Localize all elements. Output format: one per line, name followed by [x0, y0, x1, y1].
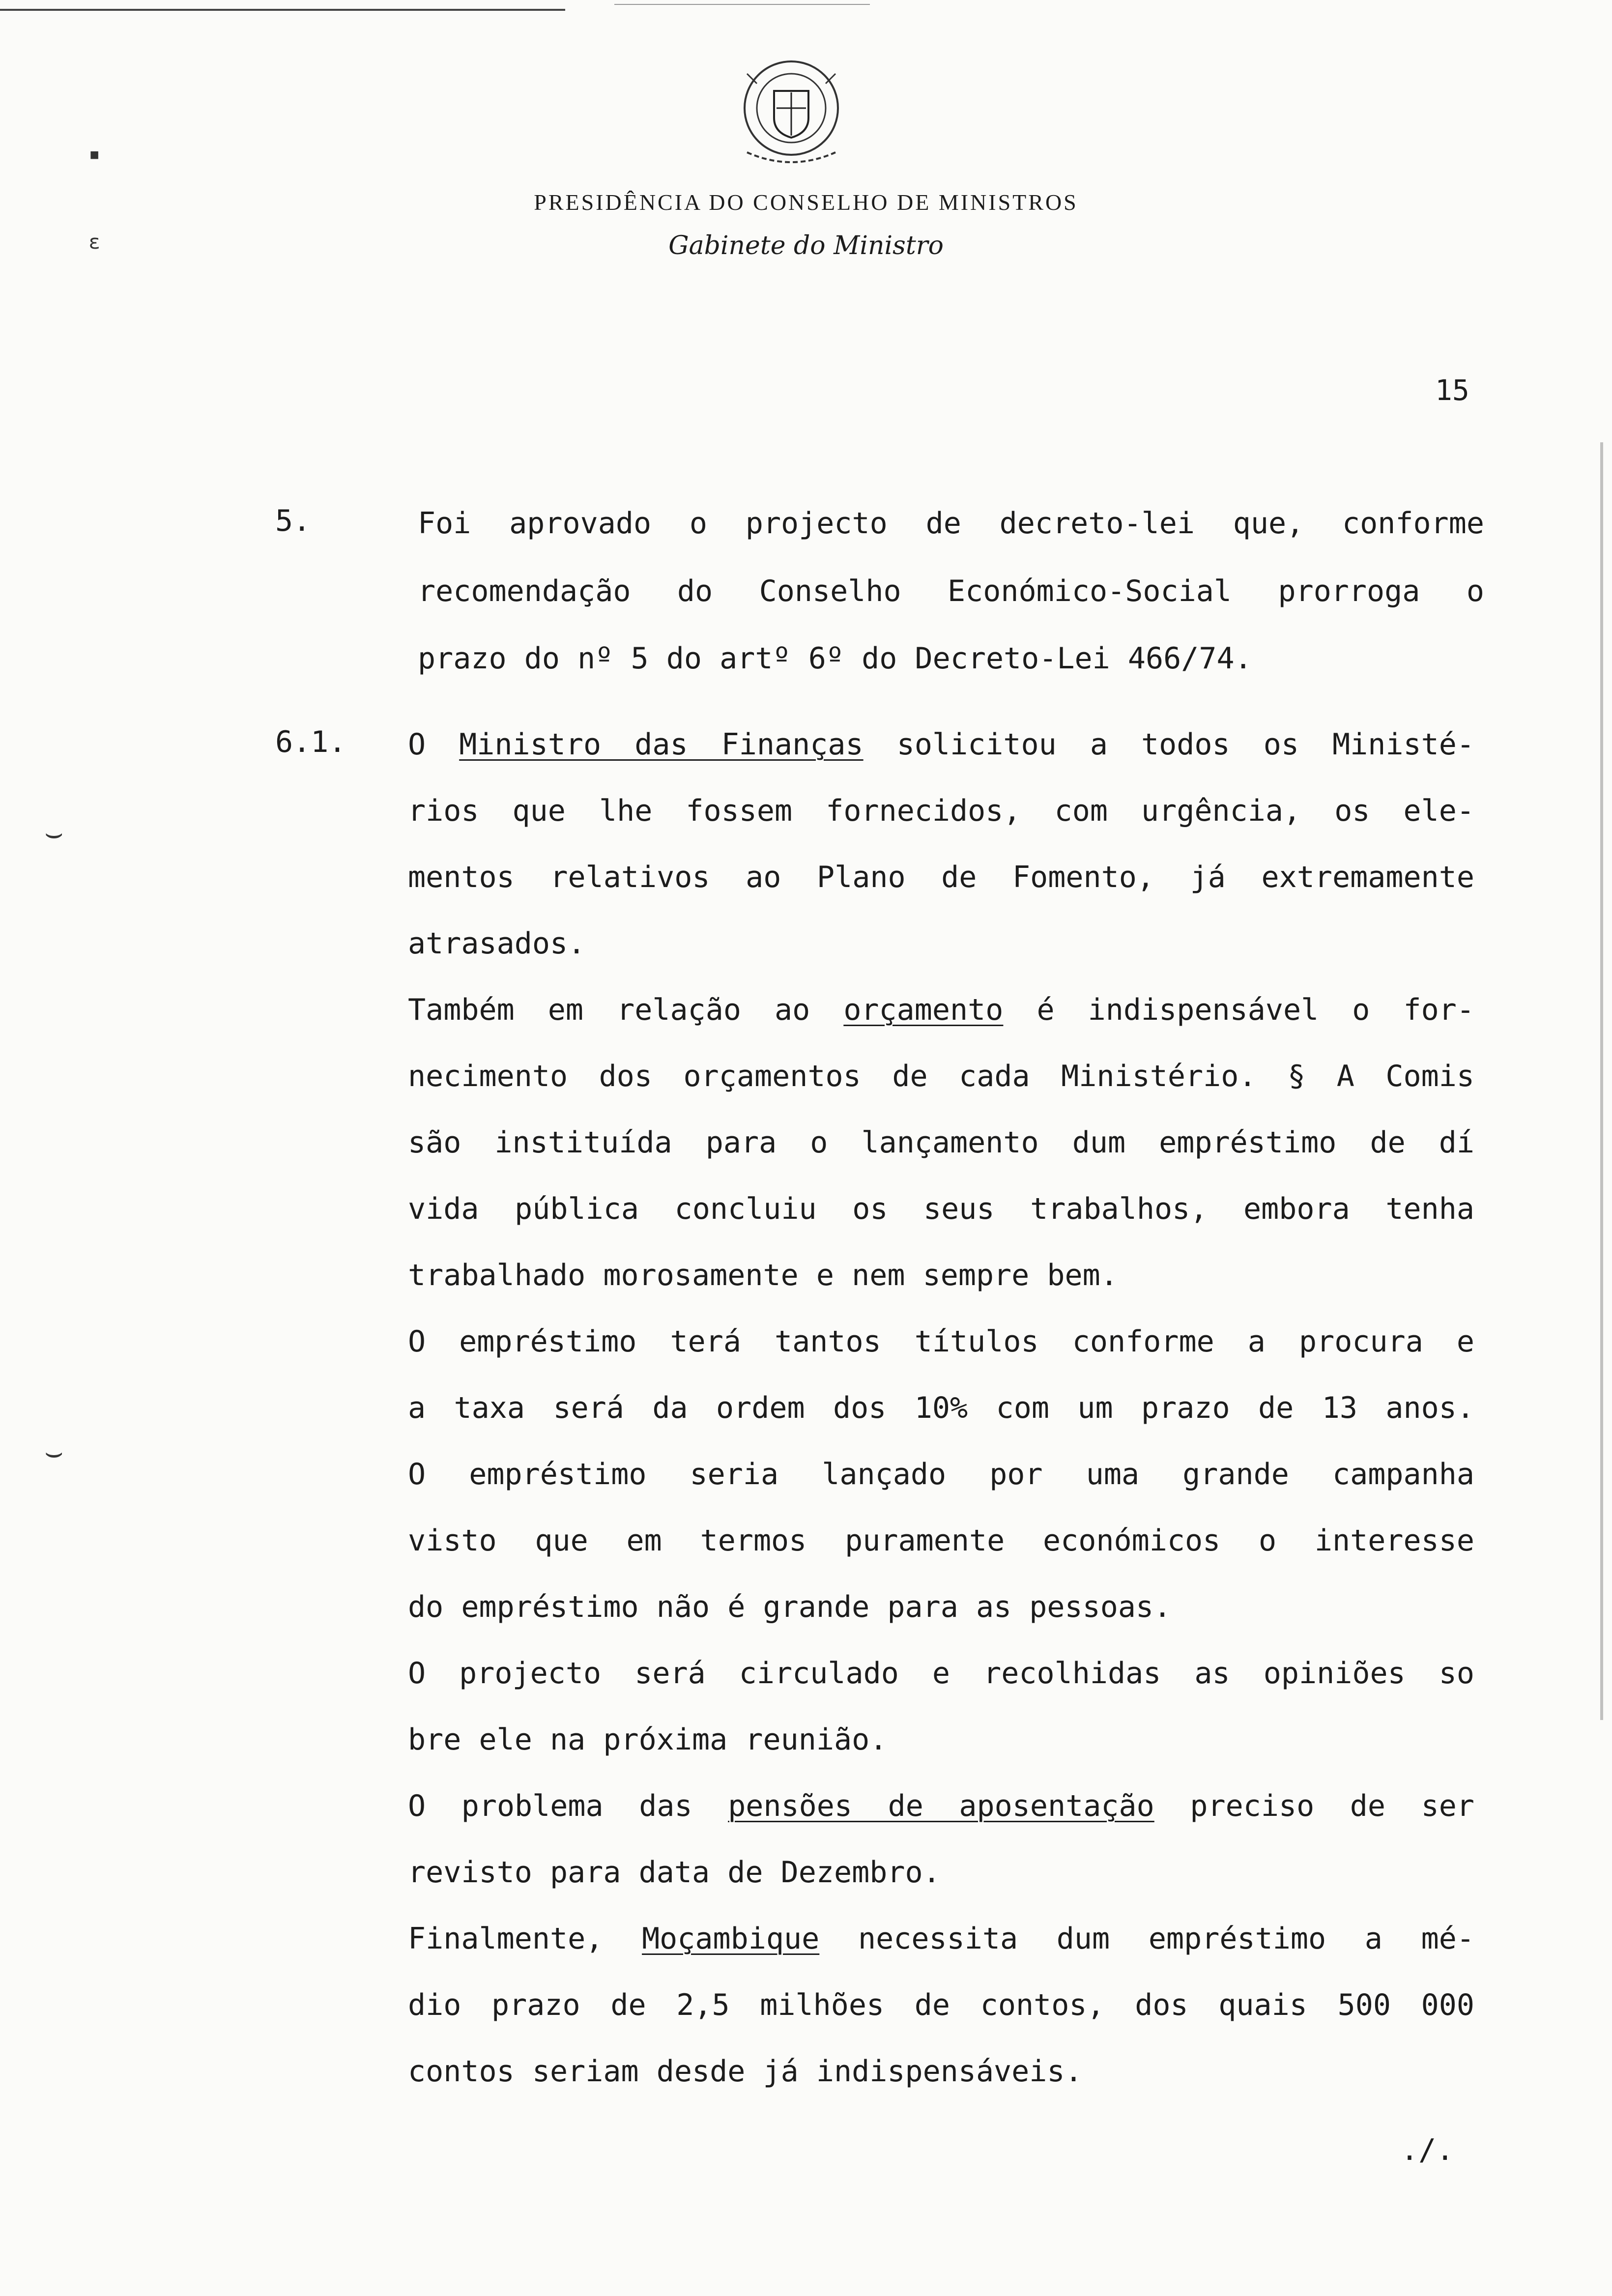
text-line: bre ele na próxima reunião. [408, 1722, 888, 1757]
text-line: mentos relativos ao Plano de Fomento, já extremamente [408, 860, 1474, 894]
margin-mark: ▪ [88, 143, 101, 165]
scan-edge-shadow [1600, 442, 1603, 1720]
text-line: trabalhado morosamente e nem sempre bem. [408, 1258, 1118, 1292]
underlined-term: Ministro das Finanças [459, 727, 864, 762]
text-line: rios que lhe fossem fornecidos, com urgência, os ele- [408, 794, 1474, 828]
item-number: 5. [275, 504, 311, 538]
margin-mark: ɛ [88, 231, 101, 254]
institution-title: PRESIDÊNCIA DO CONSELHO DE MINISTROS [534, 190, 1078, 215]
continuation-mark: ./. [1401, 2133, 1454, 2167]
text-line: revisto para data de Dezembro. [408, 1855, 941, 1890]
underlined-term: pensões de aposentação [728, 1789, 1154, 1823]
text-line: O problema das pensões de aposentação preciso de ser [408, 1789, 1474, 1823]
text-line: Finalmente, Moçambique necessita dum empréstimo a mé- [408, 1922, 1474, 1956]
text-line: O Ministro das Finanças solicitou a todos os Ministé- [408, 727, 1474, 762]
margin-mark: ⌣ [44, 816, 64, 850]
item-number: 6.1. [275, 725, 346, 759]
underlined-term: orçamento [843, 993, 1004, 1027]
text-line: recomendação do Conselho Económico-Social prorroga o [418, 574, 1484, 608]
text-line: atrasados. [408, 926, 586, 961]
text-line: O empréstimo terá tantos títulos conforme a procura e [408, 1324, 1474, 1359]
text-line: visto que em termos puramente económicos o interesse [408, 1523, 1474, 1558]
text-line: são instituída para o lançamento dum empréstimo de dí [408, 1125, 1474, 1160]
scan-top-rule-faint [614, 4, 870, 5]
text-line: vida pública concluiu os seus trabalhos, embora tenha [408, 1192, 1474, 1226]
text-line: do empréstimo não é grande para as pessoas. [408, 1590, 1172, 1624]
office-subtitle: Gabinete do Ministro [668, 231, 944, 260]
text-line: a taxa será da ordem dos 10% com um prazo de 13 anos. [408, 1391, 1474, 1425]
page-number: 15 [1435, 373, 1469, 407]
text-line: Também em relação ao orçamento é indispensável o for- [408, 993, 1474, 1027]
text-line: necimento dos orçamentos de cada Ministério. § A Comis [408, 1059, 1474, 1093]
underlined-term: Moçambique [642, 1922, 820, 1956]
margin-mark: ⌣ [44, 1435, 64, 1469]
text-line: contos seriam desde já indispensáveis. [408, 2054, 1083, 2089]
text-line: O projecto será circulado e recolhidas as opiniões so [408, 1656, 1474, 1691]
coat-of-arms-seal [727, 54, 855, 177]
text-line: Foi aprovado o projecto de decreto-lei que, conforme [418, 506, 1484, 541]
text-line: dio prazo de 2,5 milhões de contos, dos quais 500 000 [408, 1988, 1474, 2022]
text-line: prazo do nº 5 do artº 6º do Decreto-Lei 466/74. [418, 641, 1252, 676]
scan-top-rule [0, 9, 565, 11]
text-line: O empréstimo seria lançado por uma grande campanha [408, 1457, 1474, 1492]
